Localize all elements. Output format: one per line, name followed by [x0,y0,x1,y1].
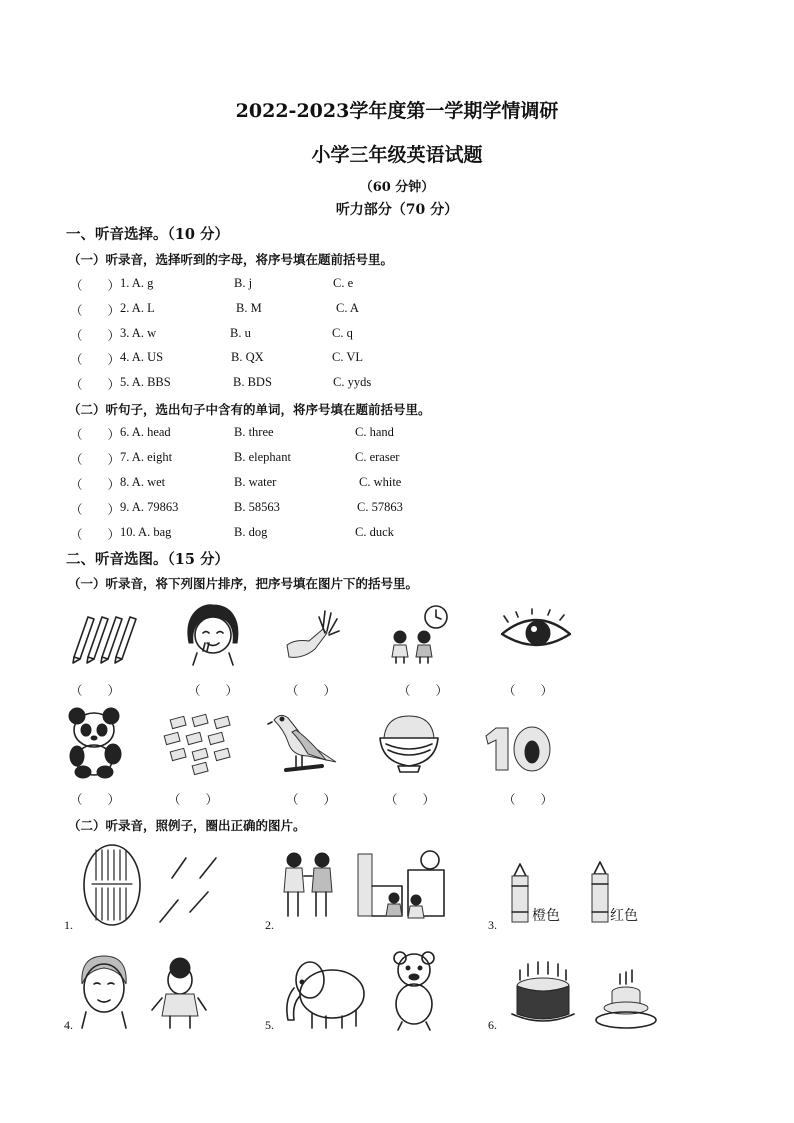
answer-paren[interactable]: （ ） [70,503,121,517]
option-c: C. eraser [355,450,400,464]
exam-duration: （60 分钟） [359,180,435,195]
answer-paren[interactable]: （ ） [70,304,121,318]
answer-paren[interactable]: （ ） [70,428,121,442]
answer-paren[interactable]: （ ） [503,793,554,807]
answer-paren[interactable]: （ ） [168,793,219,807]
item-number: 2. [265,918,274,932]
elephant-bear-icon[interactable] [282,950,436,1032]
option-c: C. yyds [333,375,372,389]
erasers-icon [163,712,239,774]
option-b: B. BDS [233,375,272,389]
option-a: 6. A. head [120,425,171,439]
exam-subtitle: 小学三年级英语试题 [311,144,483,166]
panda-icon [67,706,125,778]
answer-paren[interactable]: （ ） [70,353,121,367]
option-a: 9. A. 79863 [120,500,179,514]
item-number: 1. [64,918,73,932]
answer-paren[interactable]: （ ） [70,478,121,492]
answer-paren[interactable]: （ ） [70,329,121,343]
section2-partA-instruction: （一）听录音，将下列图片排序，把序号填在图片下的括号里。 [68,576,419,591]
answer-paren[interactable]: （ ） [286,793,337,807]
option-a: 1. A. g [120,276,154,290]
answer-paren[interactable]: （ ） [398,684,449,698]
section2-partB-instruction: （二）听录音，照例子，圈出正确的图片。 [68,818,306,833]
section1-partA-instruction: （一）听录音，选择听到的字母，将序号填在题前括号里。 [68,252,394,267]
eye-icon [498,612,574,654]
answer-paren[interactable]: （ ） [385,793,436,807]
option-a: 7. A. eight [120,450,173,464]
option-b: B. elephant [234,450,291,464]
section2-heading: 二、听音选图。（15 分） [66,551,229,568]
option-b: B. three [234,425,274,439]
option-c: C. VL [332,350,364,364]
option-a: 4. A. US [120,350,164,364]
bird-icon [270,710,340,778]
option-a: 3. A. w [120,326,157,340]
option-a: 5. A. BBS [120,375,171,389]
kids-clock-icon [388,603,452,665]
option-b: B. QX [231,350,264,364]
option-c: C. duck [355,525,394,539]
answer-paren[interactable]: （ ） [188,684,239,698]
item-number: 4. [64,1018,73,1032]
option-a: 2. A. L [120,301,155,315]
pencils-circled-icon[interactable] [82,842,228,928]
option-c: C. hand [355,425,394,439]
answer-paren[interactable]: （ ） [70,378,121,392]
option-b: B. u [230,326,251,340]
section1-heading: 一、听音选择。（10 分） [66,226,229,243]
boys-school-icon[interactable] [280,846,450,924]
answer-paren[interactable]: （ ） [70,528,121,542]
option-b: B. M [236,301,262,315]
faces-icon[interactable] [76,954,216,1028]
option-b: B. j [234,276,253,290]
option-c: C. q [332,326,353,340]
item-number: 3. [488,918,497,932]
answer-paren[interactable]: （ ） [70,453,121,467]
option-c: C. 57863 [357,500,403,514]
answer-paren[interactable]: （ ） [70,684,121,698]
girl-face-icon [183,603,241,665]
answer-paren[interactable]: （ ） [286,684,337,698]
option-b: B. 58563 [234,500,280,514]
option-b: B. water [234,475,277,489]
pencils-icon [70,607,140,663]
item-number: 5. [265,1018,274,1032]
number-ten-icon [482,722,558,776]
section1-partB-instruction: （二）听句子，选出句子中含有的单词，将序号填在题前括号里。 [68,402,431,417]
option-a: 8. A. wet [120,475,166,489]
answer-paren[interactable]: （ ） [70,279,121,293]
item-number: 6. [488,1018,497,1032]
answer-paren[interactable]: （ ） [70,793,121,807]
crayon-label-orange: 橙色 [532,908,560,924]
answer-paren[interactable]: （ ） [503,684,554,698]
rice-bowl-icon [378,714,440,774]
option-a: 10. A. bag [120,525,172,539]
option-c: C. e [333,276,354,290]
cakes-icon[interactable] [508,962,658,1032]
crayon-label-red: 红色 [610,908,638,924]
arm-hand-icon [285,603,345,663]
option-c: C. A [336,301,359,315]
option-c: C. white [359,475,402,489]
exam-title: 2022-2023学年度第一学期学情调研 [235,100,559,122]
option-b: B. dog [234,525,268,539]
listening-part-title: 听力部分（70 分） [335,202,459,218]
